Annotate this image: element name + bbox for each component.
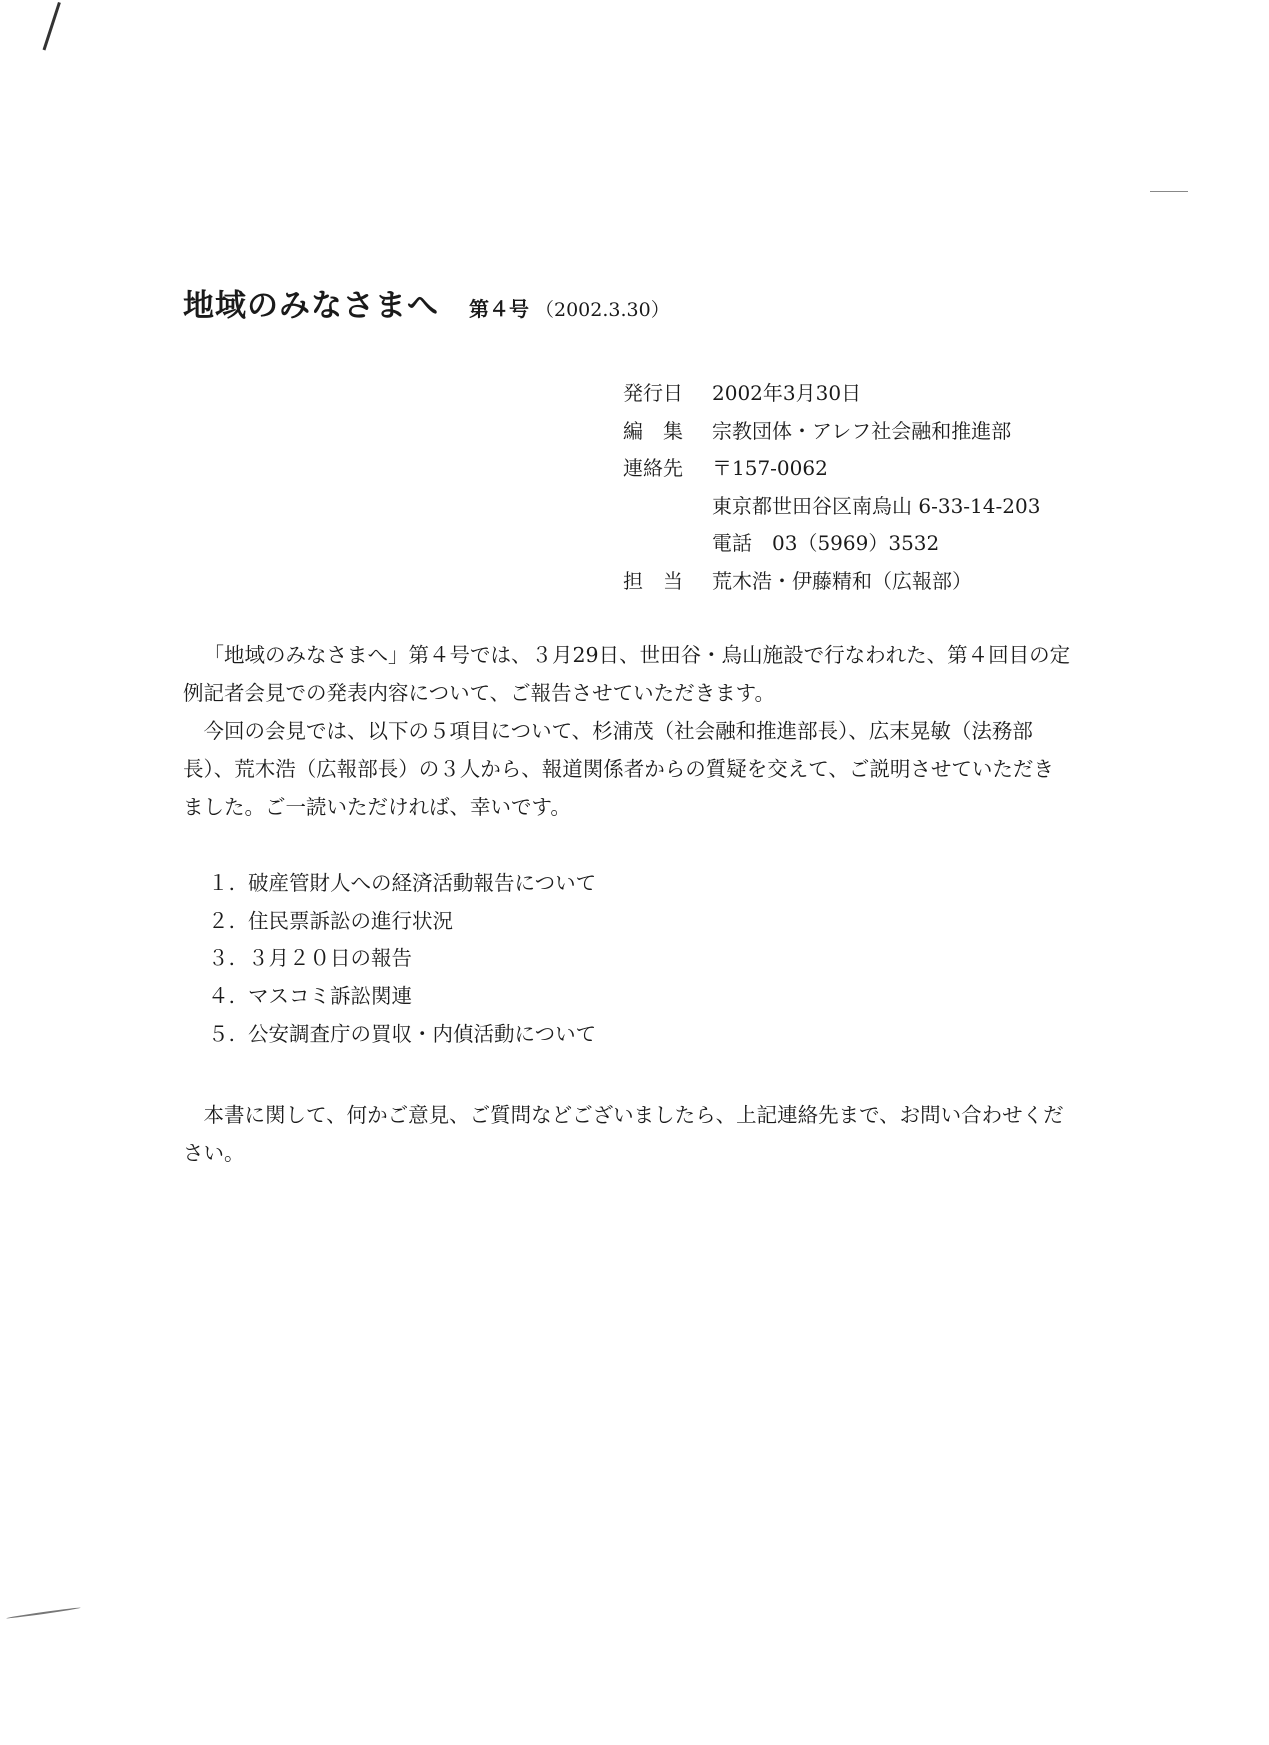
agenda-number: ２. bbox=[208, 908, 236, 933]
agenda-item bbox=[208, 979, 596, 1017]
agenda-text: マスコミ訴訟関連 bbox=[248, 984, 412, 1009]
info-value: 宗教団体・アレフ社会融和推進部 bbox=[712, 418, 1012, 443]
closing-paragraph: 本書に関して、何かご意見、ご質問などございましたら、上記連絡先まで、お問い合わせください。 bbox=[183, 1103, 1064, 1165]
agenda-text: 破産管財人への経済活動報告について bbox=[248, 871, 597, 895]
publication-info bbox=[623, 377, 1040, 603]
info-label: 発行日 bbox=[623, 381, 683, 405]
intro-text bbox=[183, 636, 1073, 826]
phone-number: 電話 03（5969）3532 bbox=[712, 531, 940, 556]
agenda-number: ５. bbox=[208, 1021, 236, 1046]
agenda-text: 住民票訴訟の進行状況 bbox=[248, 908, 453, 933]
info-label: 連絡先 bbox=[623, 456, 683, 481]
agenda-item bbox=[208, 1017, 596, 1055]
closing-text bbox=[183, 1096, 1073, 1172]
intro-paragraph: 今回の会見では、以下の５項目について、杉浦茂（社会融和推進部長）、広末晃敏（法務部長）、荒木浩（広報部長）の３人から、報道関係者からの質疑を交えて、ご説明させていただきました。ご一読いただければ、幸いです。 bbox=[183, 719, 1054, 819]
info-row-published bbox=[623, 377, 1040, 415]
agenda-number: １. bbox=[208, 871, 236, 895]
info-row-contact bbox=[623, 452, 1040, 490]
info-row-editor bbox=[623, 415, 1040, 453]
issue-date: （2002.3.30） bbox=[535, 299, 670, 321]
scan-mark bbox=[1150, 191, 1188, 192]
info-row-staff bbox=[623, 565, 1040, 603]
agenda-list bbox=[208, 866, 596, 1054]
agenda-item bbox=[208, 904, 596, 942]
agenda-item bbox=[208, 941, 596, 979]
agenda-number: ３. bbox=[208, 946, 236, 971]
scan-mark bbox=[6, 1607, 81, 1619]
issue-number: 第４号 bbox=[469, 297, 529, 321]
agenda-number: ４. bbox=[208, 984, 236, 1009]
postal-code: 〒157-0062 bbox=[712, 456, 828, 481]
info-label: 担 当 bbox=[623, 568, 683, 593]
agenda-item bbox=[208, 866, 596, 904]
address: 東京都世田谷区南烏山 6-33-14-203 bbox=[712, 493, 1041, 518]
scan-mark bbox=[43, 2, 61, 50]
intro-paragraph: 「地域のみなさまへ」第４号では、３月29日、世田谷・烏山施設で行なわれた、第４回目の定例記者会見での発表内容について、ご報告させていただきます。 bbox=[183, 643, 1071, 705]
info-value: 2002年3月30日 bbox=[712, 381, 862, 405]
document-header bbox=[183, 280, 670, 325]
agenda-text: 公安調査庁の買収・内偵活動について bbox=[248, 1021, 597, 1046]
staff-names: 荒木浩・伊藤精和（広報部） bbox=[712, 568, 972, 593]
info-label: 編 集 bbox=[623, 418, 683, 443]
info-row-address bbox=[623, 490, 1040, 528]
agenda-text: ３月２０日の報告 bbox=[248, 946, 412, 971]
document-title: 地域のみなさまへ bbox=[183, 288, 439, 324]
info-row-phone bbox=[623, 527, 1040, 565]
